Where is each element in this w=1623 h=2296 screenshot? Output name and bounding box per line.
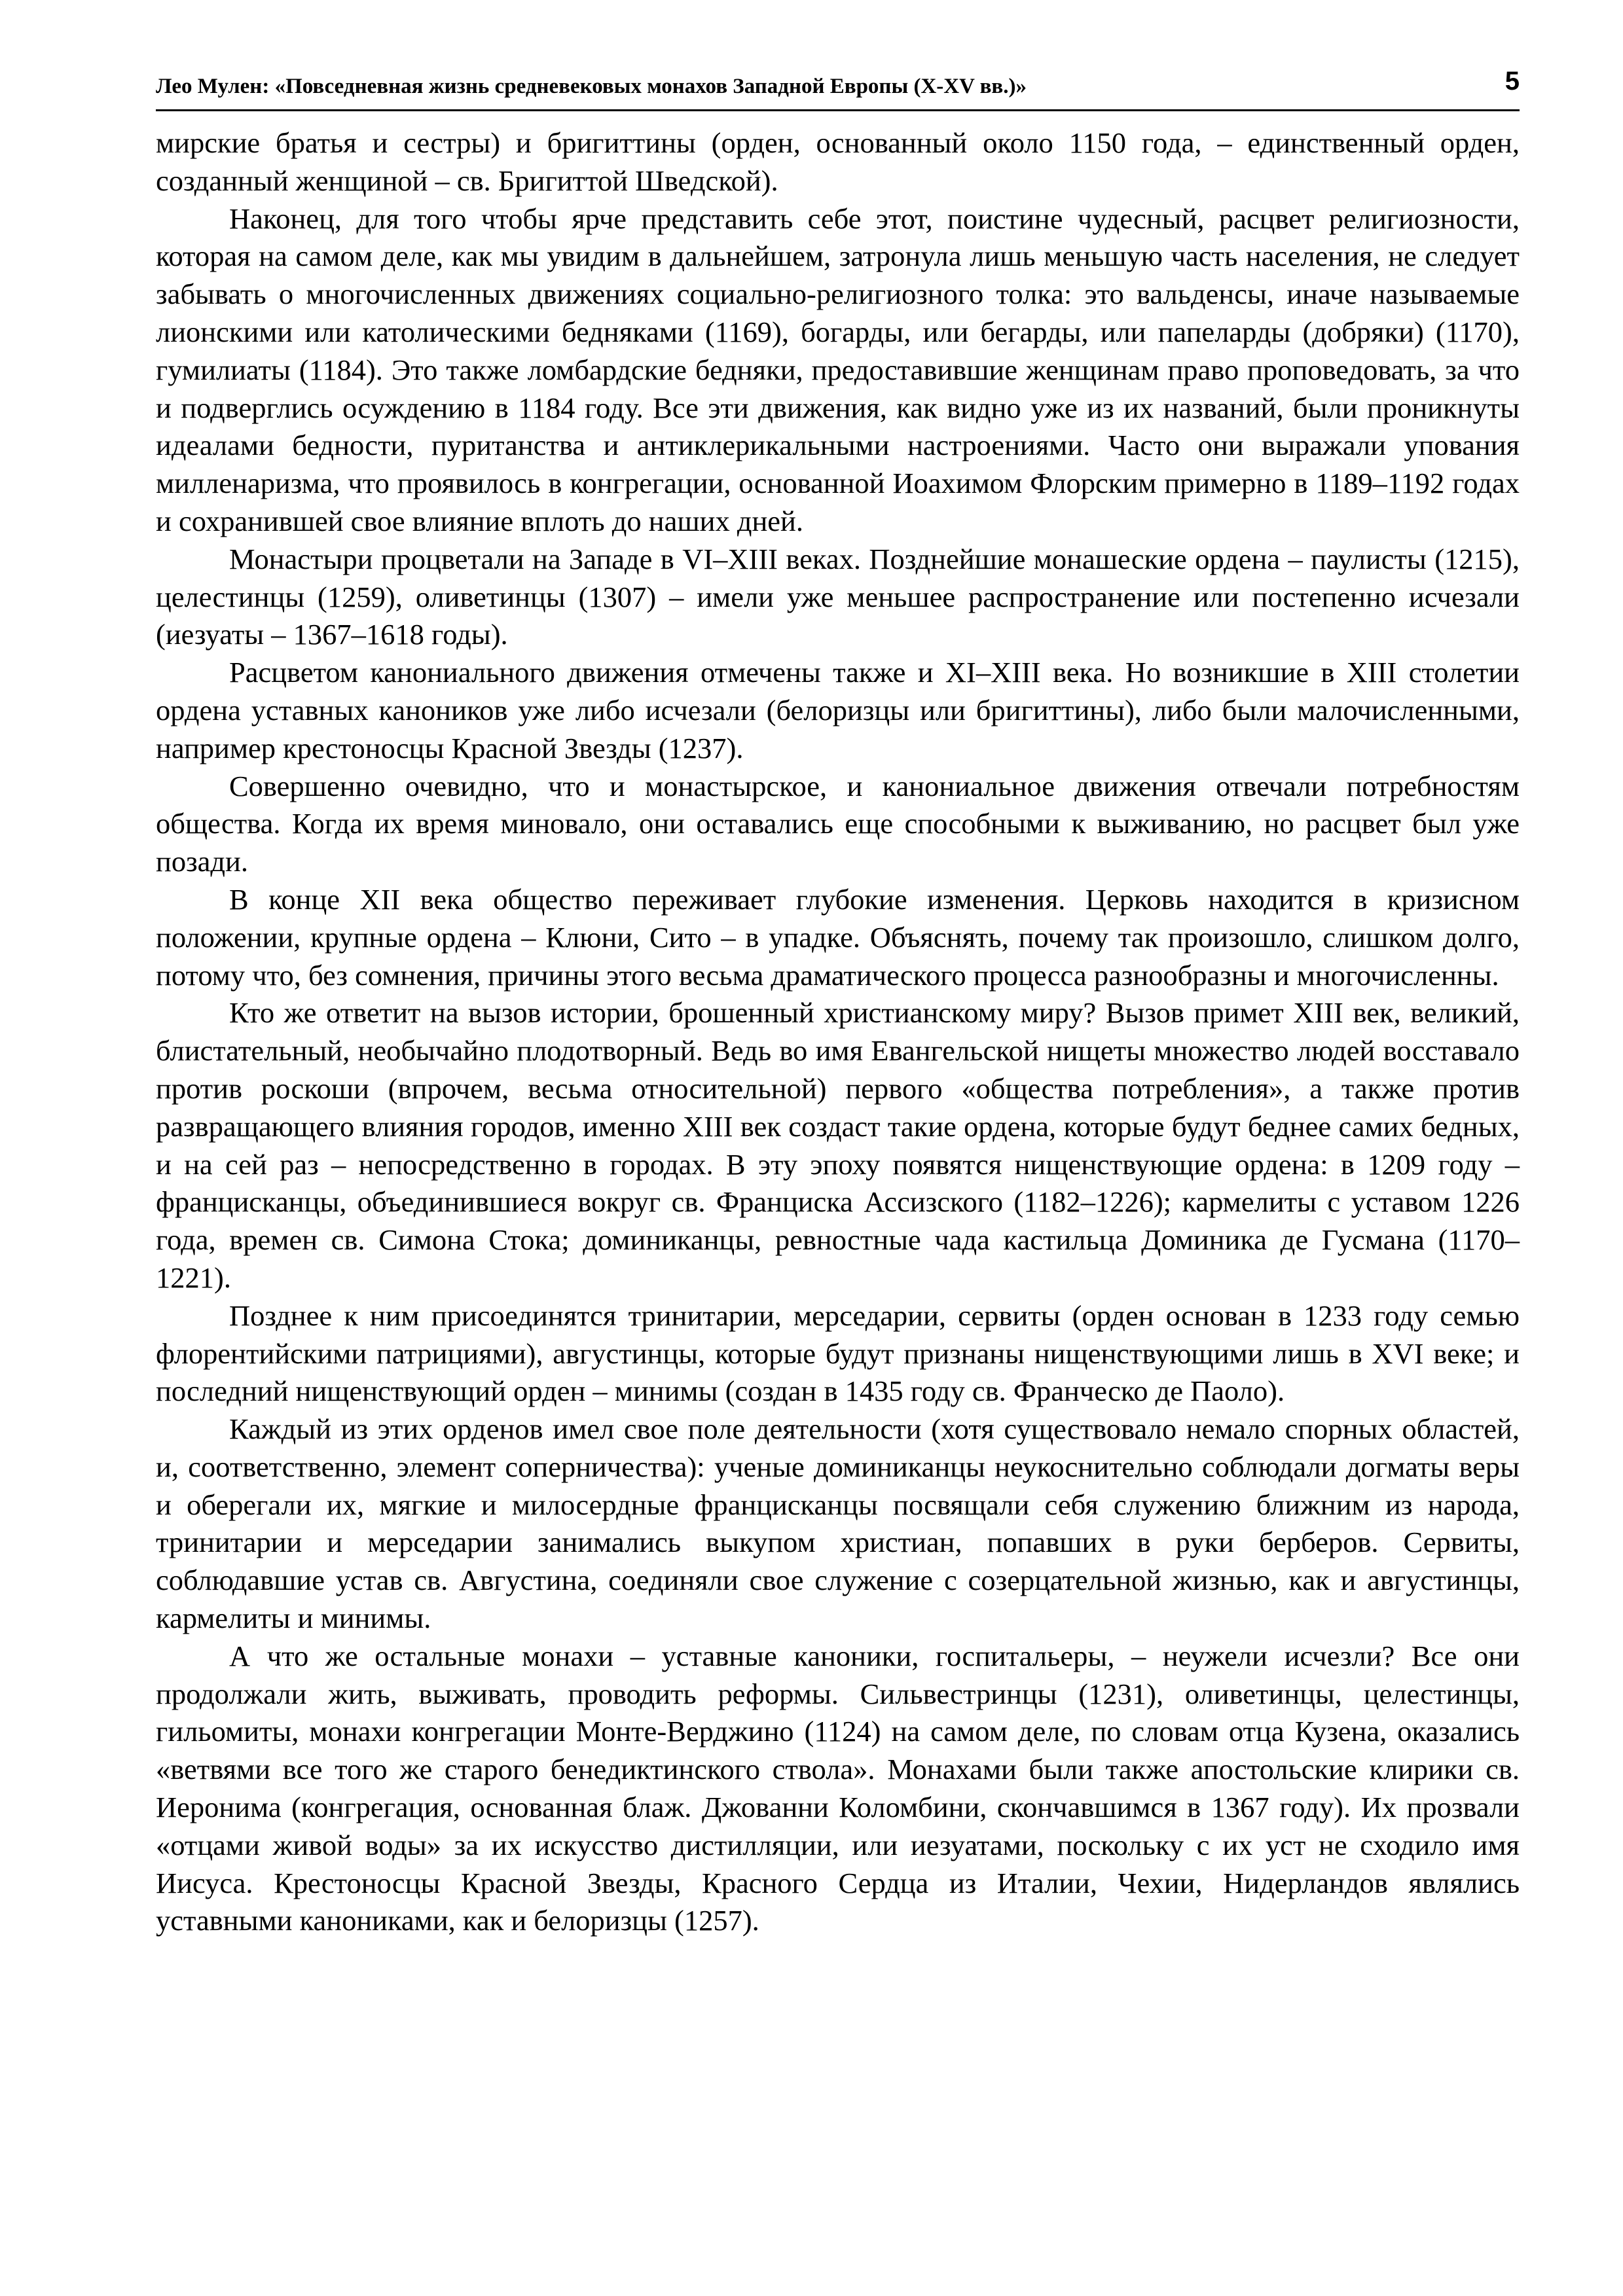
paragraph-1: мирские братья и сестры) и бригиттины (орден, основанный около 1150 года, – единственный орден, созданный женщиной – св. Бригиттой Шведской). xyxy=(156,126,1520,197)
paragraph-7: Кто же ответит на вызов истории, брошенный христианскому миру? Вызов примет XIII век, великий, блистательный, необычайно плодотворный. Ведь во имя Евангельской нищеты множество людей восставало против роскоши (впрочем, весьма относительной) первого «общества потребления», а также против развращающего влияния городов, именно XIII век создаст такие ордена, которые будут беднее самих бедных, и на сей раз – непосредственно в городах. В эту эпоху появятся нищенствующие ордена: в 1209 году – францисканцы, объединившиеся вокруг св. Франциска Ассизского (1182–1226); кармелиты с уставом 1226 года, времен св. Симона Стока; доминиканцы, ревностные чада кастильца Доминика де Гусмана (1170–1221). xyxy=(156,996,1520,1294)
paragraph-5: Совершенно очевидно, что и монастырское, и канониальное движения отвечали потребностям общества. Когда их время миновало, они оставались еще способными к выживанию, но расцвет был уже позади. xyxy=(156,769,1520,878)
running-header xyxy=(156,65,1520,111)
paragraph-10: А что же остальные монахи – уставные каноники, госпитальеры, – неужели исчезли? Все они продолжали жить, выживать, проводить реформы. Сильвестринцы (1231), оливетинцы, целестинцы, гильомиты, монахи конгрегации Монте-Верджино (1124) на самом деле, по словам отца Кузена, оказались «ветвями все того же старого бенедиктинского ствола». Монахами были также апостольские клирики св. Иеронима (конгрегация, основанная блаж. Джованни Коломбини, скончавшимся в 1367 году). Их прозвали «отцами живой воды» за их искусство дистилляции, или иезуатами, поскольку с их уст не сходило имя Иисуса. Крестоносцы Красной Звезды, Красного Сердца из Италии, Чехии, Нидерландов являлись уставными канониками, как и белоризцы (1257). xyxy=(156,1639,1520,1937)
paragraph-2: Наконец, для того чтобы ярче представить себе этот, поистине чудесный, расцвет религиозности, которая на самом деле, как мы увидим в дальнейшем, затронула лишь меньшую часть населения, не следует забывать о многочисленных движениях социально-религиозного толка: это вальденсы, иначе называемые лионскими или католическими бедняками (1169), богарды, или бегарды, или папеларды (добряки) (1170), гумилиаты (1184). Это также ломбардские бедняки, предоставившие женщинам право проповедовать, за что и подверглись осуждению в 1184 году. Все эти движения, как видно уже из их названий, были проникнуты идеалами бедности, пуританства и антиклерикальными настроениями. Часто они выражали упования милленаризма, что проявилось в конгрегации, основанной Иоахимом Флорским примерно в 1189–1192 годах и сохранившей свое влияние вплоть до наших дней. xyxy=(156,202,1520,537)
paragraph-8: Позднее к ним присоединятся тринитарии, мерседарии, сервиты (орден основан в 1233 году семью флорентийскими патрициями), августинцы, которые будут признаны нищенствующими лишь в XVI веке; и последний нищенствующий орден – минимы (создан в 1435 году св. Франческо де Паоло). xyxy=(156,1299,1520,1408)
paragraph-6: В конце XII века общество переживает глубокие изменения. Церковь находится в кризисном положении, крупные ордена – Клюни, Сито – в упадке. Объяснять, почему так произошло, слишком долго, потому что, без сомнения, причины этого весьма драматического процесса разнообразны и многочисленны. xyxy=(156,882,1520,992)
paragraph-4: Расцветом канониального движения отмечены также и XI–XIII века. Но возникшие в XIII столетии ордена уставных каноников уже либо исчезали (белоризцы или бригиттины), либо были малочисленными, например крестоносцы Красной Звезды (1237). xyxy=(156,656,1520,764)
body-text xyxy=(156,124,1520,1940)
document-page xyxy=(156,65,1520,1940)
paragraph-3: Монастыри процветали на Западе в VI–XIII веках. Позднейшие монашеские ордена – паулисты (1215), целестинцы (1259), оливетинцы (1307) – имели уже меньшее распространение или постепенно исчезали (иезуаты – 1367–1618 годы). xyxy=(156,542,1520,651)
page-number: 5 xyxy=(1504,67,1520,96)
paragraph-9: Каждый из этих орденов имел свое поле деятельности (хотя существовало немало спорных областей, и, соответственно, элемент соперничества): ученые доминиканцы неукоснительно соблюдали догматы веры и оберегали их, мягкие и милосердные францисканцы посвящали себя служению ближним из народа, тринитарии и мерседарии занимались выкупом христиан, попавших в руки берберов. Сервиты, соблюдавшие устав св. Августина, соединяли свое служение с созерцательной жизнью, как и августинцы, кармелиты и минимы. xyxy=(156,1412,1520,1635)
header-title: Лео Мулен: «Повседневная жизнь средневековых монахов Западной Европы (X-XV вв.)» xyxy=(156,75,1027,98)
